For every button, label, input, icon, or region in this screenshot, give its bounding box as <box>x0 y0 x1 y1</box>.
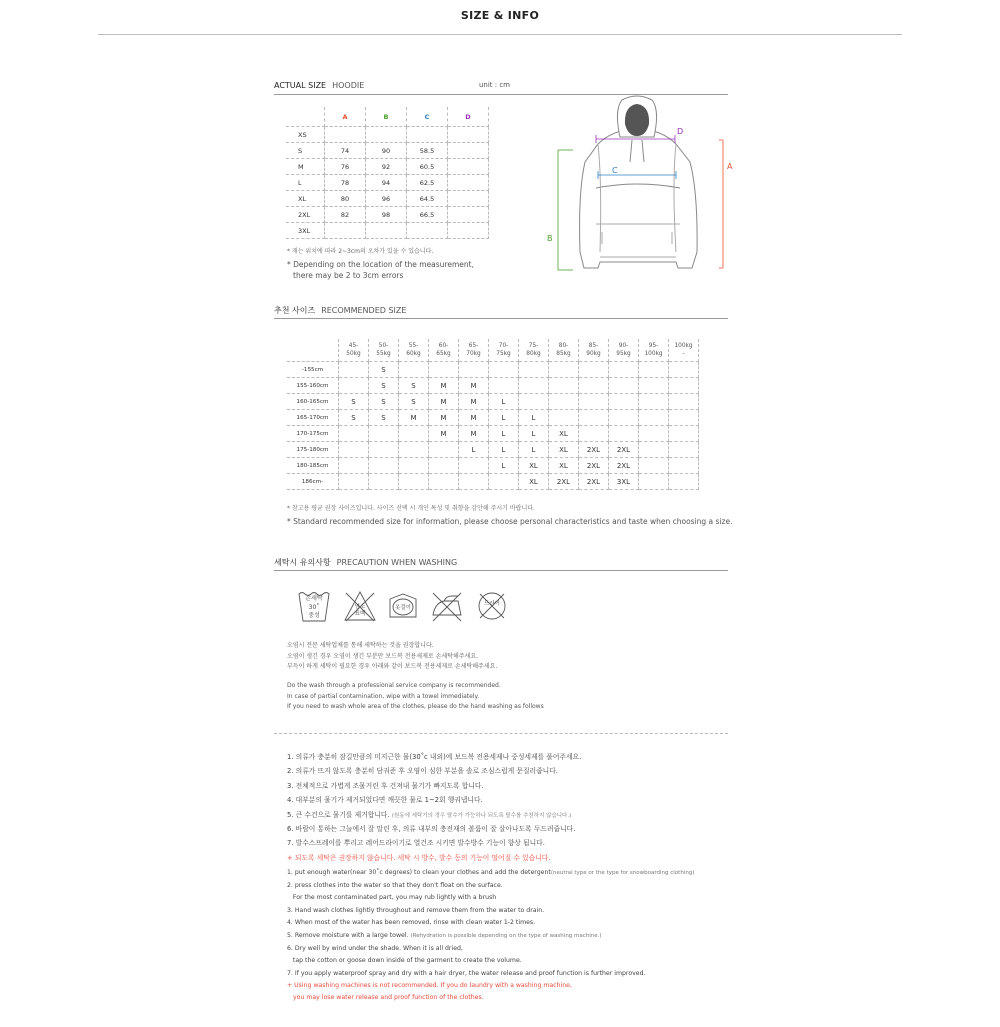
size-value: 94 <box>366 175 407 191</box>
rec-size-value <box>639 362 669 378</box>
rec-size-value <box>669 410 699 426</box>
actual-size-table <box>286 107 489 239</box>
wash-step-ko: 3. 전체적으로 가볍게 조물거린 후 건져내 물기가 빠지도록 합니다. <box>287 781 484 790</box>
precaution-divider <box>274 733 728 734</box>
rec-size-value: M <box>399 410 429 426</box>
height-label: 170-175cm <box>287 426 339 442</box>
size-value <box>448 159 489 175</box>
rec-row <box>287 474 699 490</box>
rec-size-value <box>549 410 579 426</box>
rec-size-value <box>639 442 669 458</box>
measure-note-ko: * 재는 위치에 따라 2~3cm의 오차가 있을 수 있습니다. <box>287 248 434 255</box>
size-value: 78 <box>325 175 366 191</box>
size-label: 3XL <box>286 223 325 239</box>
size-value: 80 <box>325 191 366 207</box>
rec-size-value <box>639 426 669 442</box>
rec-size-value: 2XL <box>609 458 639 474</box>
weight-header: 55- 60kg <box>399 339 429 362</box>
rec-size-value <box>339 378 369 394</box>
size-label: M <box>286 159 325 175</box>
rec-row <box>287 410 699 426</box>
rec-size-value <box>639 394 669 410</box>
rec-size-value: M <box>459 410 489 426</box>
wash-warning-en: + Using washing machines is not recommended. If you do laundry with a washing machine, <box>287 982 572 990</box>
weight-header: 65- 70kg <box>459 339 489 362</box>
rec-size-value: S <box>399 394 429 410</box>
page-title: SIZE & INFO <box>460 9 540 22</box>
rec-size-value <box>489 362 519 378</box>
recommended-title: 추천 사이즈 <box>274 306 316 315</box>
rec-size-value: L <box>519 426 549 442</box>
size-column-header: C <box>407 107 448 127</box>
size-value: 92 <box>366 159 407 175</box>
height-label: 186cm- <box>287 474 339 490</box>
rec-size-value <box>459 458 489 474</box>
rec-size-value <box>549 362 579 378</box>
rec-size-value: S <box>369 378 399 394</box>
rec-size-value <box>339 474 369 490</box>
weight-header: 60- 65kg <box>429 339 459 362</box>
hand-wash-icon <box>297 589 331 623</box>
rec-size-value <box>609 378 639 394</box>
rec-size-value <box>369 458 399 474</box>
size-value: 64.5 <box>407 191 448 207</box>
precaution-subtitle: PRECAUTION WHEN WASHING <box>336 558 458 567</box>
rec-size-value <box>669 442 699 458</box>
rec-size-value <box>519 394 549 410</box>
precaution-en-line: Do the wash through a professional service company is recommended. <box>287 682 501 689</box>
height-label: 180-185cm <box>287 458 339 474</box>
rec-row <box>287 426 699 442</box>
rec-size-value: M <box>459 378 489 394</box>
size-value <box>325 127 366 143</box>
weight-header: 45- 50kg <box>339 339 369 362</box>
rec-size-value: M <box>459 394 489 410</box>
wash-steps-en <box>287 867 727 1004</box>
wash-step-ko: 5. 큰 수건으로 물기를 제거합니다. (원동에 세탁기의 경우 탈수가 가능하나 되도록 탈수를 추천하지 않습니다.) <box>287 810 572 819</box>
wash-step-en: 2. press clothes into the water so that they don't float on the surface. <box>287 881 503 889</box>
rec-size-value <box>399 442 429 458</box>
weight-header: 80- 85kg <box>549 339 579 362</box>
wash-step-en: tap the cotton or goose down inside of the garment to create the volume. <box>287 957 522 965</box>
rec-row <box>287 378 699 394</box>
rec-size-value <box>429 474 459 490</box>
rec-size-value <box>669 426 699 442</box>
rec-size-value <box>489 378 519 394</box>
rec-size-value: XL <box>519 458 549 474</box>
rec-size-value <box>369 426 399 442</box>
rec-size-value <box>399 362 429 378</box>
size-value: 76 <box>325 159 366 175</box>
size-value: 58.5 <box>407 143 448 159</box>
size-column-header: D <box>448 107 489 127</box>
wash-step-en: 3. Hand wash clothes lightly throughout and remove them from the water to drain. <box>287 906 545 914</box>
rec-size-value <box>549 394 579 410</box>
diagram-label-b: B <box>547 234 553 243</box>
rec-size-value: S <box>369 362 399 378</box>
rec-size-value <box>639 458 669 474</box>
rec-size-value: XL <box>549 426 579 442</box>
rec-size-value <box>369 442 399 458</box>
wash-step-en: 4. When most of the water has been removed, rinse with clean water 1-2 times. <box>287 919 536 927</box>
size-value: 98 <box>366 207 407 223</box>
rec-size-value: M <box>429 378 459 394</box>
height-label: 165-170cm <box>287 410 339 426</box>
weight-header: 85- 90kg <box>579 339 609 362</box>
rec-size-value <box>639 474 669 490</box>
wash-step-en: 1. put enough water(near 30˚c degrees) to clean your clothes and add the detergent(neutral type or the type for snowboarding clothing) <box>287 869 695 876</box>
rec-size-value <box>669 458 699 474</box>
precaution-title: 세탁시 유의사항 <box>274 558 331 567</box>
hoodie-diagram <box>540 92 740 277</box>
size-label: L <box>286 175 325 191</box>
rec-row <box>287 458 699 474</box>
size-value <box>448 207 489 223</box>
rec-size-value: L <box>519 410 549 426</box>
wash-step-ko: 6. 바람이 통하는 그늘에서 잘 말린 후, 의류 내부의 충전재의 볼륨이 잘 살아나도록 두드려줍니다. <box>287 825 576 834</box>
svg-text:염소: 염소 <box>354 604 366 610</box>
rec-size-value: 3XL <box>609 474 639 490</box>
rec-size-value <box>489 474 519 490</box>
size-header-blank <box>286 107 325 127</box>
size-value <box>407 127 448 143</box>
rec-size-value <box>459 362 489 378</box>
height-label: 155-160cm <box>287 378 339 394</box>
rec-size-value <box>429 442 459 458</box>
rec-size-value: XL <box>549 458 579 474</box>
rec-size-value <box>339 442 369 458</box>
rec-size-value <box>399 426 429 442</box>
rec-size-value: L <box>489 458 519 474</box>
rec-size-value <box>339 362 369 378</box>
rec-size-value <box>579 362 609 378</box>
size-label: XS <box>286 127 325 143</box>
weight-header: 75- 80kg <box>519 339 549 362</box>
rec-size-value <box>579 410 609 426</box>
rec-size-value: L <box>489 426 519 442</box>
rec-size-value <box>669 474 699 490</box>
svg-text:손세탁: 손세탁 <box>305 595 323 602</box>
size-label: XL <box>286 191 325 207</box>
rec-size-value: L <box>519 442 549 458</box>
rec-size-value: XL <box>519 474 549 490</box>
rec-size-value: M <box>429 394 459 410</box>
wash-step-en: For the most contaminated part, you may rub lightly with a brush <box>287 894 497 902</box>
size-row <box>286 207 489 223</box>
rec-size-value <box>669 378 699 394</box>
size-row <box>286 191 489 207</box>
rec-size-value <box>369 474 399 490</box>
svg-text:옷걸이: 옷걸이 <box>395 605 411 611</box>
size-row <box>286 127 489 143</box>
rec-size-value <box>399 474 429 490</box>
rec-size-value <box>609 410 639 426</box>
rec-size-value: 2XL <box>579 458 609 474</box>
rec-size-value: 2XL <box>549 474 579 490</box>
hoodie-body-shape <box>580 128 698 268</box>
precaution-en-line: If you need to wash whole area of the clothes, please do the hand washing as follows <box>287 703 544 711</box>
rec-size-value: L <box>489 410 519 426</box>
size-value: 66.5 <box>407 207 448 223</box>
rec-size-value: S <box>399 378 429 394</box>
measure-note-en-line1: * Depending on the location of the measurement, <box>287 260 474 269</box>
rec-size-value <box>429 362 459 378</box>
measure-note-en <box>287 259 474 281</box>
size-value: 96 <box>366 191 407 207</box>
svg-text:30˚: 30˚ <box>308 604 320 611</box>
svg-text:중성: 중성 <box>308 612 320 619</box>
wash-steps-ko <box>287 751 727 865</box>
size-label: S <box>286 143 325 159</box>
rec-size-value: XL <box>549 442 579 458</box>
size-row <box>286 223 489 239</box>
rec-size-value <box>639 378 669 394</box>
rec-size-value: 2XL <box>609 442 639 458</box>
size-row <box>286 159 489 175</box>
size-value <box>448 127 489 143</box>
svg-text:드라이: 드라이 <box>484 601 500 607</box>
rec-size-value <box>609 426 639 442</box>
top-divider <box>98 34 902 35</box>
rec-size-value: L <box>489 442 519 458</box>
rec-size-value: L <box>459 442 489 458</box>
rec-size-value <box>549 378 579 394</box>
size-value <box>448 175 489 191</box>
rec-size-value <box>519 378 549 394</box>
recommended-subtitle: RECOMMENDED SIZE <box>321 306 407 315</box>
rec-size-value <box>579 394 609 410</box>
diagram-label-d: D <box>677 127 684 136</box>
rec-size-value: M <box>429 410 459 426</box>
size-row <box>286 175 489 191</box>
rec-size-value: L <box>489 394 519 410</box>
precaution-intro-ko <box>287 641 497 673</box>
wash-step-en: 6. Dry well by wind under the shade. When it is all dried, <box>287 944 463 952</box>
actual-size-title: ACTUAL SIZE <box>274 81 327 90</box>
size-value <box>407 223 448 239</box>
size-value: 60.5 <box>407 159 448 175</box>
height-label: 160-165cm <box>287 394 339 410</box>
rec-size-value <box>459 474 489 490</box>
rec-row <box>287 394 699 410</box>
wash-step-en: 7. If you apply waterproof spray and dry with a hair dryer, the water release and proof function is further improved. <box>287 969 646 977</box>
rec-size-value <box>669 362 699 378</box>
recommended-size-table <box>287 339 699 490</box>
rec-size-value: S <box>339 410 369 426</box>
wash-warning-en: you may lose water release and proof function of the clothes. <box>293 993 484 1001</box>
size-label: 2XL <box>286 207 325 223</box>
weight-header: 70- 75kg <box>489 339 519 362</box>
rec-size-value <box>579 378 609 394</box>
no-iron-icon <box>430 589 464 623</box>
height-label: 175-180cm <box>287 442 339 458</box>
rec-size-value <box>429 458 459 474</box>
size-value: 90 <box>366 143 407 159</box>
rec-size-value: 2XL <box>579 474 609 490</box>
recommended-note-en: * Standard recommended size for information, please choose personal characteristics and taste when choosing a size. <box>287 517 733 526</box>
rec-size-value <box>609 362 639 378</box>
wash-step-ko: 2. 의류가 뜨지 않도록 충분히 담궈준 후 오염이 심한 부분을 솔로 조심스럽게 문질러줍니다. <box>287 767 558 776</box>
rec-size-value <box>579 426 609 442</box>
rec-size-value <box>669 394 699 410</box>
rec-size-value <box>339 458 369 474</box>
rec-row <box>287 362 699 378</box>
actual-size-subtitle: HOODIE <box>332 81 365 90</box>
size-column-header: A <box>325 107 366 127</box>
size-value: 62.5 <box>407 175 448 191</box>
precaution-ko-line: 부득이 하게 세탁이 필요한 경우 아래와 같이 보드복 전용세제로 손세탁해주세요. <box>287 663 498 671</box>
wash-step-ko: 4. 대부분의 물기가 제거되었다면 깨끗한 물로 1~2회 헹궈냅니다. <box>287 796 483 805</box>
hood-opening-shape <box>625 104 649 136</box>
unit-label: unit : cm <box>478 81 510 89</box>
wash-warning-ko: + 되도록 세탁은 권장하지 않습니다. 세탁 시 방수, 발수 등의 기능이 떨어질 수 있습니다. <box>287 853 551 862</box>
diagram-label-a: A <box>727 162 733 171</box>
diagram-label-c: C <box>612 166 618 175</box>
rec-size-value <box>519 362 549 378</box>
precaution-header <box>274 557 728 571</box>
size-value <box>366 223 407 239</box>
precaution-ko-line: 오염시 전문 세탁업체를 통해 세탁하는 것을 권장합니다. <box>287 642 434 649</box>
weight-header: 100kg - <box>669 339 699 362</box>
svg-text:표백: 표백 <box>354 611 366 617</box>
size-column-header: B <box>366 107 407 127</box>
precaution-en-line: In case of partial contamination, wipe with a towel immediately. <box>287 692 480 700</box>
size-row <box>286 143 489 159</box>
size-value: 74 <box>325 143 366 159</box>
size-value: 82 <box>325 207 366 223</box>
wash-step-ko: 1. 의류가 충분히 잠길만큼의 미지근한 물(30˚c 내외)에 보드복 전용세제나 중성세제를 풀어주세요. <box>287 753 582 761</box>
size-value <box>448 223 489 239</box>
rec-header-blank <box>287 339 339 362</box>
weight-header: 50- 55kg <box>369 339 399 362</box>
recommended-note-ko: * 참고용 평균 권장 사이즈입니다. 사이즈 선택 시 개인 특성 및 취향을 감안해 주시기 바랍니다. <box>287 505 535 512</box>
size-value <box>325 223 366 239</box>
size-value <box>448 143 489 159</box>
precaution-ko-line: 오염이 생긴 경우 오염이 생긴 부분만 보드복 전용세제로 손세탁해주세요. <box>287 652 479 660</box>
rec-row <box>287 442 699 458</box>
weight-header: 90- 95kg <box>609 339 639 362</box>
rec-size-value: S <box>369 394 399 410</box>
rec-size-value <box>339 426 369 442</box>
measure-note-en-line2: there may be 2 to 3cm errors <box>293 271 404 280</box>
wash-step-ko: 7. 발수스프레이를 뿌리고 레어드라이기로 열건조 시키면 발수방수 기능이 향상 됩니다. <box>287 839 545 848</box>
recommended-size-header <box>274 305 728 319</box>
no-bleach-icon <box>343 589 377 623</box>
height-label: -155cm <box>287 362 339 378</box>
rec-size-value: S <box>339 394 369 410</box>
rec-size-value <box>399 458 429 474</box>
rec-size-value: S <box>369 410 399 426</box>
wash-step-en: 5. Remove moisture with a large towel. (Rehydration is possible depending on the type of washing machine.) <box>287 931 602 939</box>
no-dry-clean-icon <box>475 589 509 623</box>
rec-size-value: M <box>429 426 459 442</box>
weight-header: 95- 100kg <box>639 339 669 362</box>
precaution-intro-en <box>287 681 544 713</box>
no-tumble-dry-icon <box>386 589 420 623</box>
size-value <box>448 191 489 207</box>
rec-size-value <box>639 410 669 426</box>
rec-size-value: M <box>459 426 489 442</box>
rec-size-value <box>609 394 639 410</box>
rec-size-value: 2XL <box>579 442 609 458</box>
size-value <box>366 127 407 143</box>
